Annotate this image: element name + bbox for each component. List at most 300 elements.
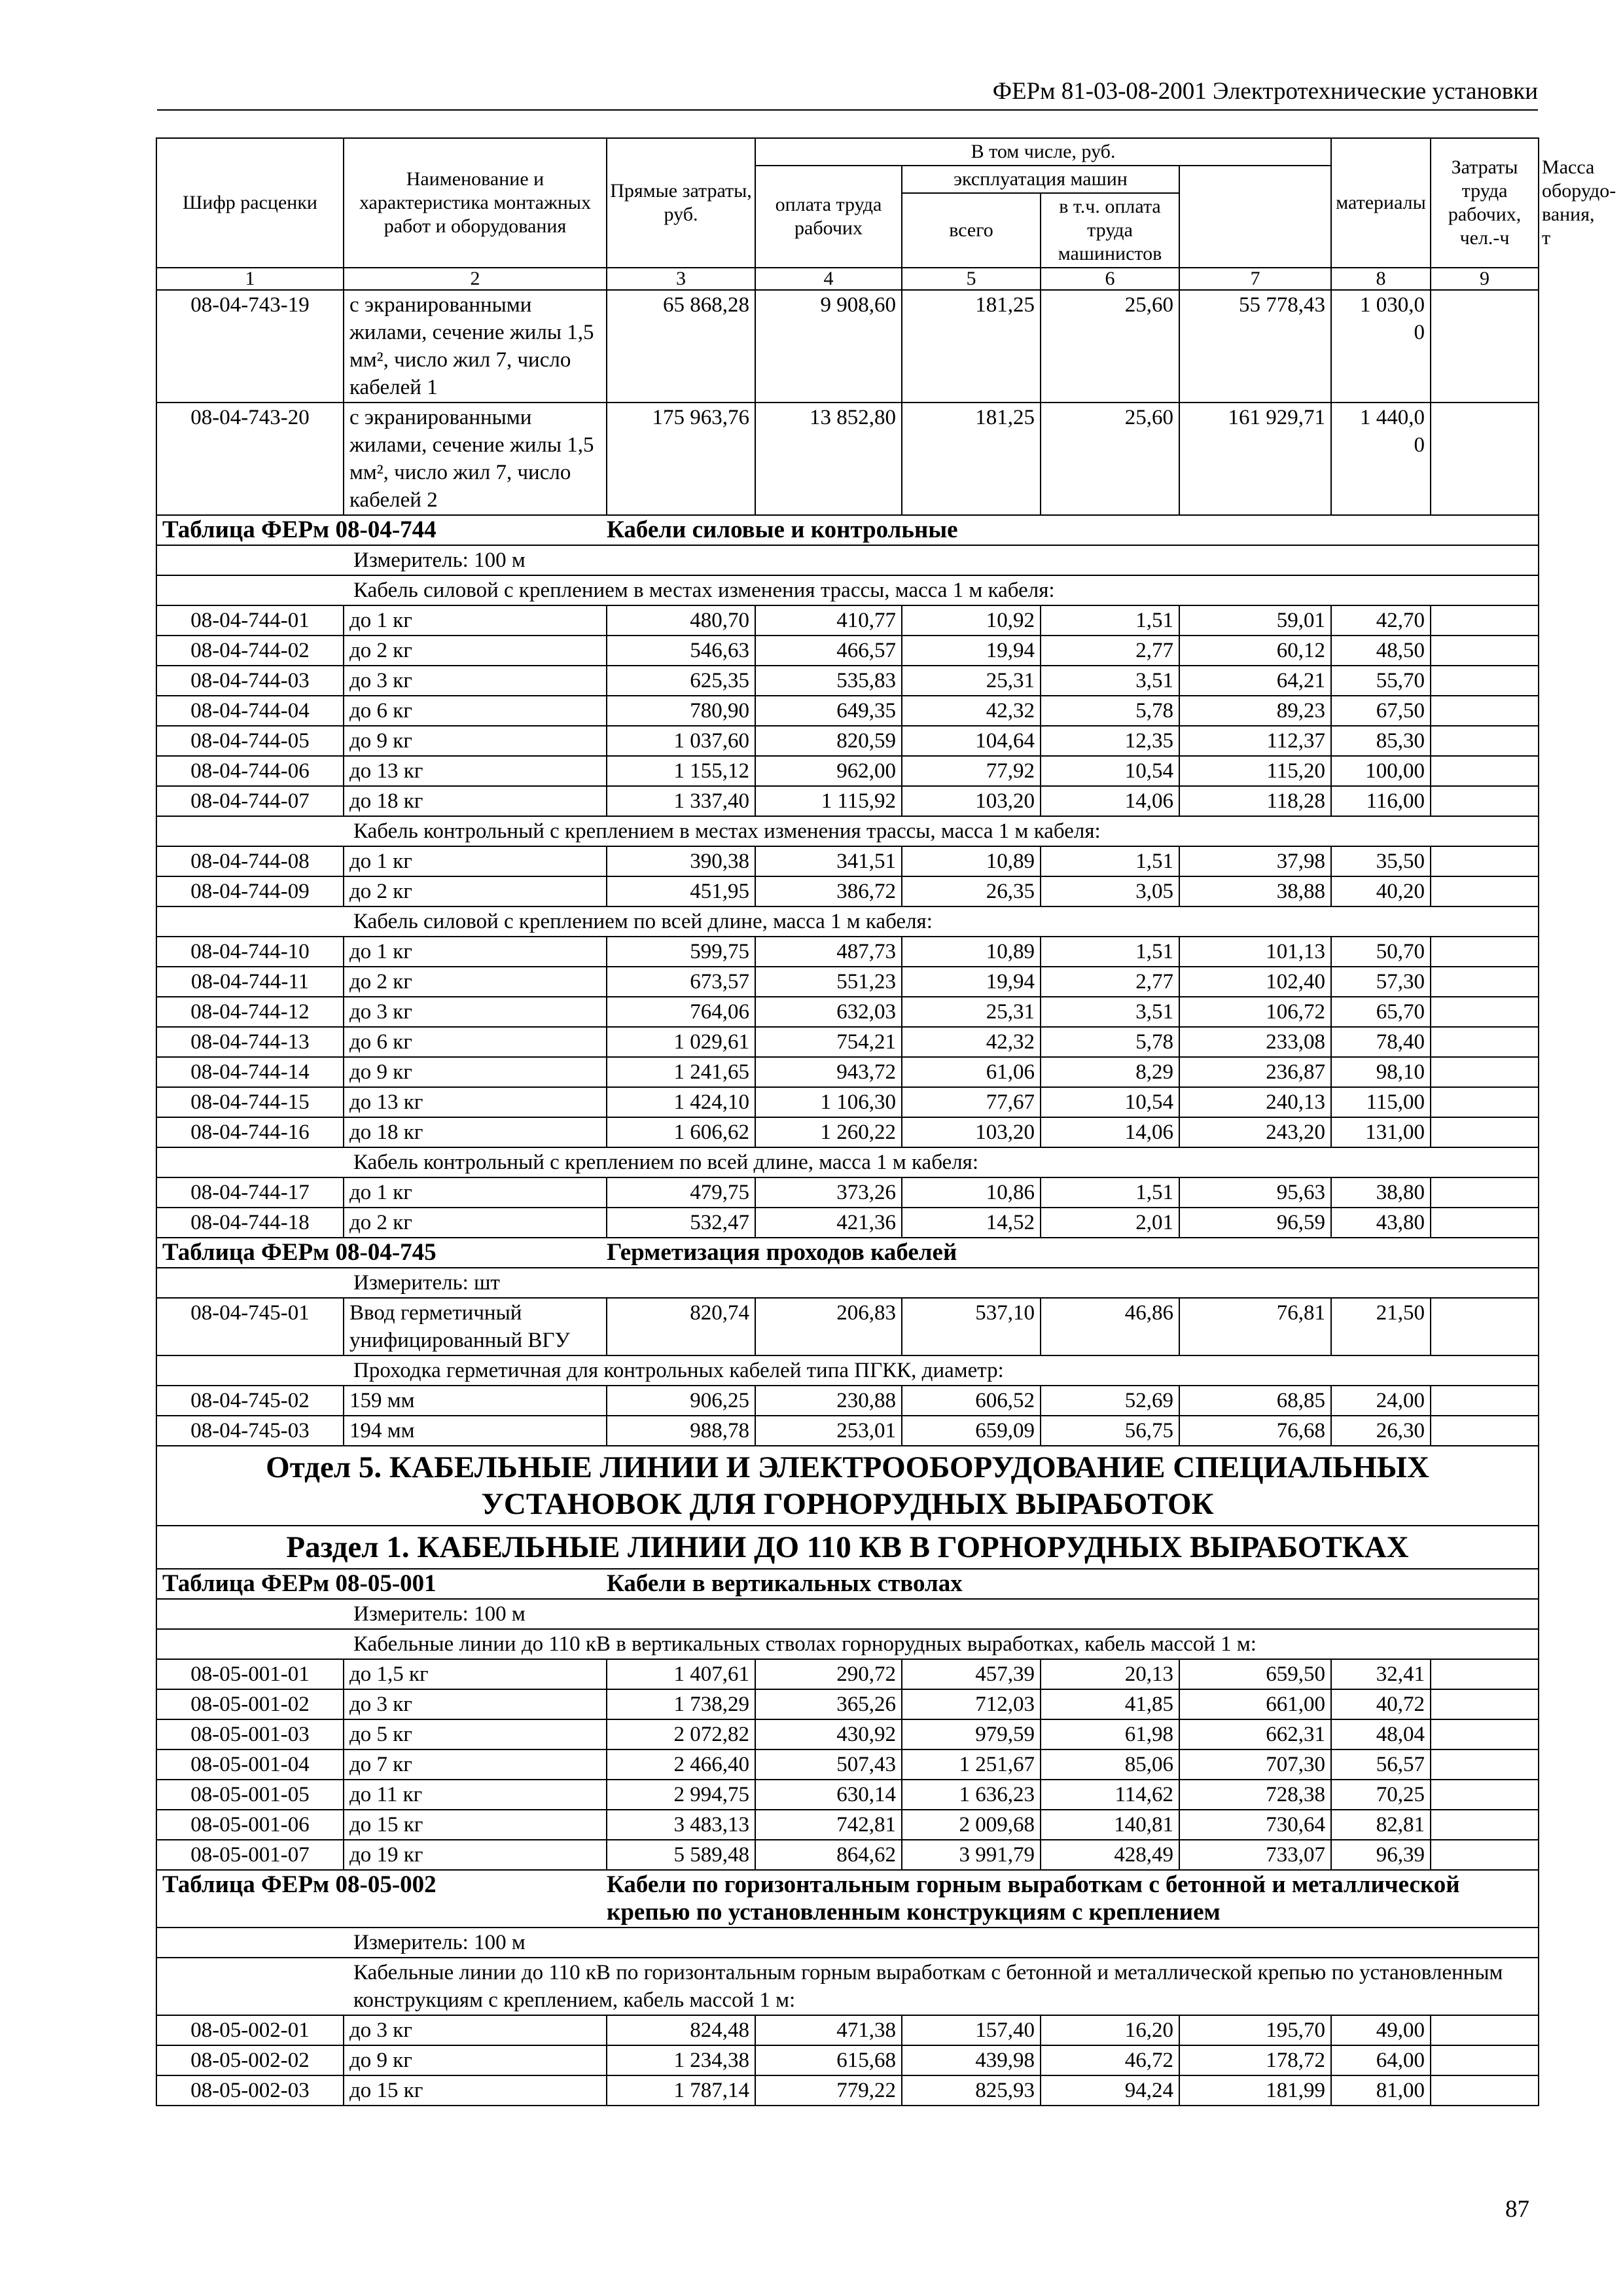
row-value: 230,88 — [755, 1386, 902, 1416]
row-value: 599,75 — [607, 937, 755, 967]
row-value — [1431, 1689, 1539, 1719]
row-code: 08-04-744-06 — [156, 756, 344, 786]
row-value: 428,49 — [1041, 1840, 1179, 1870]
row-value: 1 155,12 — [607, 756, 755, 786]
row-value — [1431, 846, 1539, 876]
row-value: 140,81 — [1041, 1810, 1179, 1840]
table-row — [156, 1749, 1539, 1780]
row-code: 08-04-744-18 — [156, 1208, 344, 1238]
row-code: 08-05-001-02 — [156, 1689, 344, 1719]
row-name: с экранированными жилами, сечение жилы 1,5 мм², число жил 7, число кабелей 1 — [344, 290, 607, 403]
row-value: 104,64 — [902, 726, 1041, 756]
subheading-row — [156, 816, 1539, 846]
row-value: 19,94 — [902, 636, 1041, 666]
row-value: 3 483,13 — [607, 1810, 755, 1840]
row-value: 14,52 — [902, 1208, 1041, 1238]
row-code: 08-04-745-02 — [156, 1386, 344, 1416]
row-value: 57,30 — [1331, 967, 1431, 997]
row-value: 10,89 — [902, 937, 1041, 967]
row-value: 61,06 — [902, 1057, 1041, 1087]
row-value: 1 241,65 — [607, 1057, 755, 1087]
row-value: 48,04 — [1331, 1719, 1431, 1749]
row-value: 1 030,0 0 — [1331, 290, 1431, 403]
row-value — [1431, 1386, 1539, 1416]
table-title-name: Кабели в вертикальных стволах — [607, 1569, 1539, 1599]
row-value: 471,38 — [755, 2015, 902, 2045]
row-value: 101,13 — [1179, 937, 1331, 967]
table-header: Шифр расценки Наименование и характеристика монтажных работ и оборудования Прямые затраты, руб. В том числе, руб. материалы Затраты труда рабочих, чел.-ч Масса оборудо-вания, т оплата труда рабочих эксплуатация машин всего в т.ч. оплата труда машинистов 1 2 3 4 5 6 7 8 9 — [156, 138, 1539, 290]
subheading-row — [156, 1928, 1539, 1958]
row-code: 08-04-744-16 — [156, 1117, 344, 1147]
row-value: 3,51 — [1041, 666, 1179, 696]
row-value: 341,51 — [755, 846, 902, 876]
row-code: 08-05-001-04 — [156, 1749, 344, 1780]
row-value — [1431, 2015, 1539, 2045]
row-value: 1 787,14 — [607, 2075, 755, 2106]
col-number: 6 — [1041, 268, 1179, 290]
row-value: 988,78 — [607, 1416, 755, 1446]
row-value: 12,35 — [1041, 726, 1179, 756]
row-value: 41,85 — [1041, 1689, 1179, 1719]
row-value: 466,57 — [755, 636, 902, 666]
row-value — [1431, 876, 1539, 906]
row-value: 114,62 — [1041, 1780, 1179, 1810]
row-value: 20,13 — [1041, 1659, 1179, 1689]
subheading: Кабель силовой с креплением в местах изменения трассы, масса 1 м кабеля: — [156, 575, 1539, 605]
row-value: 96,59 — [1179, 1208, 1331, 1238]
row-value: 439,98 — [902, 2045, 1041, 2075]
row-value: 728,38 — [1179, 1780, 1331, 1810]
row-code: 08-04-744-12 — [156, 997, 344, 1027]
subheading: Кабельные линии до 110 кВ по горизонтальным горным выработкам с бетонной и металлической крепью по установленным конструкциям с креплением, кабель массой 1 м: — [156, 1958, 1539, 2015]
row-value — [1431, 1659, 1539, 1689]
row-value: 1 037,60 — [607, 726, 755, 756]
row-value: 535,83 — [755, 666, 902, 696]
subheading: Кабель силовой с креплением по всей длине, масса 1 м кабеля: — [156, 906, 1539, 937]
row-value: 659,50 — [1179, 1659, 1331, 1689]
row-value: 551,23 — [755, 967, 902, 997]
row-name: до 3 кг — [344, 666, 607, 696]
subheading-row — [156, 906, 1539, 937]
row-value: 42,32 — [902, 1027, 1041, 1057]
row-value: 52,69 — [1041, 1386, 1179, 1416]
col-wages-header: оплата труда рабочих — [755, 166, 902, 268]
row-value — [1431, 1087, 1539, 1117]
table-row — [156, 1810, 1539, 1840]
row-value: 754,21 — [755, 1027, 902, 1057]
table-row — [156, 403, 1539, 515]
row-name: до 2 кг — [344, 967, 607, 997]
row-value: 81,00 — [1331, 2075, 1431, 2106]
row-value: 1,51 — [1041, 605, 1179, 636]
row-value: 98,10 — [1331, 1057, 1431, 1087]
row-value: 2,77 — [1041, 636, 1179, 666]
row-name: до 3 кг — [344, 2015, 607, 2045]
row-value: 8,29 — [1041, 1057, 1179, 1087]
row-value — [1431, 1780, 1539, 1810]
row-value: 48,50 — [1331, 636, 1431, 666]
row-name: до 2 кг — [344, 1208, 607, 1238]
row-value: 64,00 — [1331, 2045, 1431, 2075]
row-value: 421,36 — [755, 1208, 902, 1238]
row-value: 64,21 — [1179, 666, 1331, 696]
row-value: 240,13 — [1179, 1087, 1331, 1117]
row-code: 08-04-745-03 — [156, 1416, 344, 1446]
row-code: 08-05-002-02 — [156, 2045, 344, 2075]
row-name: до 19 кг — [344, 1840, 607, 1870]
row-code: 08-05-001-05 — [156, 1780, 344, 1810]
table-title-row — [156, 1238, 1539, 1268]
row-code: 08-04-744-17 — [156, 1177, 344, 1208]
table-title-row — [156, 515, 1539, 545]
row-value: 1 337,40 — [607, 786, 755, 816]
row-value — [1431, 2075, 1539, 2106]
row-value: 864,62 — [755, 1840, 902, 1870]
subheading-row — [156, 1355, 1539, 1386]
row-code: 08-04-744-05 — [156, 726, 344, 756]
row-name: до 6 кг — [344, 1027, 607, 1057]
subheading: Измеритель: шт — [156, 1268, 1539, 1298]
row-value: 59,01 — [1179, 605, 1331, 636]
row-value: 764,06 — [607, 997, 755, 1027]
row-value — [1431, 1057, 1539, 1087]
row-value: 40,20 — [1331, 876, 1431, 906]
table-row — [156, 1177, 1539, 1208]
row-code: 08-04-744-14 — [156, 1057, 344, 1087]
col-number: 1 — [156, 268, 344, 290]
row-value: 61,98 — [1041, 1719, 1179, 1749]
section-heading-row — [156, 1526, 1539, 1569]
subheading: Измеритель: 100 м — [156, 1928, 1539, 1958]
table-row — [156, 2045, 1539, 2075]
row-name: до 9 кг — [344, 2045, 607, 2075]
row-value: 115,00 — [1331, 1087, 1431, 1117]
row-value: 50,70 — [1331, 937, 1431, 967]
row-code: 08-04-743-19 — [156, 290, 344, 403]
table-title-row — [156, 1870, 1539, 1928]
row-code: 08-05-001-03 — [156, 1719, 344, 1749]
row-value: 68,85 — [1179, 1386, 1331, 1416]
row-value: 77,67 — [902, 1087, 1041, 1117]
row-value: 26,35 — [902, 876, 1041, 906]
row-value: 606,52 — [902, 1386, 1041, 1416]
row-value: 112,37 — [1179, 726, 1331, 756]
row-value: 546,63 — [607, 636, 755, 666]
row-value: 1 440,0 0 — [1331, 403, 1431, 515]
row-value — [1431, 756, 1539, 786]
row-value: 625,35 — [607, 666, 755, 696]
row-value: 38,88 — [1179, 876, 1331, 906]
row-value: 195,70 — [1179, 2015, 1331, 2045]
row-code: 08-04-744-03 — [156, 666, 344, 696]
col-incl-header: В том числе, руб. — [755, 138, 1331, 166]
row-value: 236,87 — [1179, 1057, 1331, 1087]
row-value: 1 606,62 — [607, 1117, 755, 1147]
row-value: 32,41 — [1331, 1659, 1431, 1689]
row-name: Ввод герметичный унифицированный ВГУ — [344, 1298, 607, 1355]
table-row — [156, 696, 1539, 726]
row-value: 9 908,60 — [755, 290, 902, 403]
row-value: 25,60 — [1041, 403, 1179, 515]
row-value: 60,12 — [1179, 636, 1331, 666]
row-value: 35,50 — [1331, 846, 1431, 876]
row-value: 25,31 — [902, 666, 1041, 696]
row-value: 37,98 — [1179, 846, 1331, 876]
row-value: 76,81 — [1179, 1298, 1331, 1355]
page-header: ФЕРм 81-03-08-2001 Электротехнические установки — [157, 77, 1538, 111]
row-value — [1431, 696, 1539, 726]
row-value: 373,26 — [755, 1177, 902, 1208]
row-value: 161 929,71 — [1179, 403, 1331, 515]
row-value: 178,72 — [1179, 2045, 1331, 2075]
row-value: 390,38 — [607, 846, 755, 876]
row-value: 1 636,23 — [902, 1780, 1041, 1810]
subheading-row — [156, 1599, 1539, 1629]
table-title-name: Герметизация проходов кабелей — [607, 1238, 1539, 1268]
table-title-number: Таблица ФЕРм 08-05-002 — [156, 1870, 607, 1928]
row-value: 1 234,38 — [607, 2045, 755, 2075]
row-value: 243,20 — [1179, 1117, 1331, 1147]
row-value — [1431, 1810, 1539, 1840]
row-value — [1431, 1416, 1539, 1446]
col-code-header: Шифр расценки — [156, 138, 344, 268]
subheading: Кабель контрольный с креплением по всей длине, масса 1 м кабеля: — [156, 1147, 1539, 1177]
table-row — [156, 1057, 1539, 1087]
row-value: 16,20 — [1041, 2015, 1179, 2045]
row-value: 2,77 — [1041, 967, 1179, 997]
row-code: 08-04-745-01 — [156, 1298, 344, 1355]
subheading: Кабель контрольный с креплением в местах изменения трассы, масса 1 м кабеля: — [156, 816, 1539, 846]
table-row — [156, 290, 1539, 403]
table-row — [156, 636, 1539, 666]
table-row — [156, 1087, 1539, 1117]
table-row — [156, 876, 1539, 906]
row-value: 19,94 — [902, 967, 1041, 997]
subheading-row — [156, 575, 1539, 605]
col-mach-total-header: всего — [902, 193, 1041, 268]
row-value: 76,68 — [1179, 1416, 1331, 1446]
row-value: 25,60 — [1041, 290, 1179, 403]
price-table — [156, 137, 1616, 2106]
row-value: 3,51 — [1041, 997, 1179, 1027]
table-row — [156, 2015, 1539, 2045]
col-number: 4 — [755, 268, 902, 290]
row-name: до 13 кг — [344, 756, 607, 786]
row-value — [1431, 290, 1539, 403]
row-value: 2 466,40 — [607, 1749, 755, 1780]
col-number: 8 — [1331, 268, 1431, 290]
table-row — [156, 726, 1539, 756]
col-number: 7 — [1179, 268, 1331, 290]
row-value: 181,25 — [902, 403, 1041, 515]
row-code: 08-05-002-01 — [156, 2015, 344, 2045]
row-name: до 13 кг — [344, 1087, 607, 1117]
row-value: 42,32 — [902, 696, 1041, 726]
row-value: 365,26 — [755, 1689, 902, 1719]
row-value: 661,00 — [1179, 1689, 1331, 1719]
row-value: 537,10 — [902, 1298, 1041, 1355]
row-code: 08-05-001-01 — [156, 1659, 344, 1689]
row-value: 175 963,76 — [607, 403, 755, 515]
row-value: 742,81 — [755, 1810, 902, 1840]
row-value: 95,63 — [1179, 1177, 1331, 1208]
row-value: 1 115,92 — [755, 786, 902, 816]
subheading: Измеритель: 100 м — [156, 1599, 1539, 1629]
section-heading: Отдел 5. КАБЕЛЬНЫЕ ЛИНИИ И ЭЛЕКТРООБОРУДОВАНИЕ СПЕЦИАЛЬНЫХ УСТАНОВОК ДЛЯ ГОРНОРУДНЫХ ВЫРАБОТОК — [156, 1446, 1539, 1526]
row-value: 116,00 — [1331, 786, 1431, 816]
col-name-header: Наименование и характеристика монтажных работ и оборудования — [344, 138, 607, 268]
table-row — [156, 1719, 1539, 1749]
row-value: 5,78 — [1041, 1027, 1179, 1057]
subheading: Измеритель: 100 м — [156, 545, 1539, 575]
row-name: до 6 кг — [344, 696, 607, 726]
row-value: 13 852,80 — [755, 403, 902, 515]
row-value: 290,72 — [755, 1659, 902, 1689]
row-value: 131,00 — [1331, 1117, 1431, 1147]
row-value: 38,80 — [1331, 1177, 1431, 1208]
row-value: 1 407,61 — [607, 1659, 755, 1689]
row-code: 08-04-744-10 — [156, 937, 344, 967]
row-value: 2,01 — [1041, 1208, 1179, 1238]
table-row — [156, 1298, 1539, 1355]
row-value: 82,81 — [1331, 1810, 1431, 1840]
row-value: 1,51 — [1041, 1177, 1179, 1208]
row-value: 115,20 — [1179, 756, 1331, 786]
row-value: 673,57 — [607, 967, 755, 997]
row-value: 1 260,22 — [755, 1117, 902, 1147]
row-value: 820,59 — [755, 726, 902, 756]
table-title-number: Таблица ФЕРм 08-04-745 — [156, 1238, 607, 1268]
row-value: 118,28 — [1179, 786, 1331, 816]
row-value: 103,20 — [902, 786, 1041, 816]
row-name: до 18 кг — [344, 1117, 607, 1147]
row-value: 103,20 — [902, 1117, 1041, 1147]
row-value: 106,72 — [1179, 997, 1331, 1027]
subheading: Кабельные линии до 110 кВ в вертикальных стволах горнорудных выработках, кабель массой 1 м: — [156, 1629, 1539, 1659]
row-code: 08-05-001-07 — [156, 1840, 344, 1870]
row-name: до 15 кг — [344, 2075, 607, 2106]
row-value: 46,72 — [1041, 2045, 1179, 2075]
table-row — [156, 1208, 1539, 1238]
row-value: 2 009,68 — [902, 1810, 1041, 1840]
row-value: 85,06 — [1041, 1749, 1179, 1780]
row-value: 65,70 — [1331, 997, 1431, 1027]
row-code: 08-04-744-15 — [156, 1087, 344, 1117]
row-value — [1431, 1749, 1539, 1780]
table-row — [156, 605, 1539, 636]
row-value: 1 424,10 — [607, 1087, 755, 1117]
row-name: 194 мм — [344, 1416, 607, 1446]
row-value: 65 868,28 — [607, 290, 755, 403]
row-value: 532,47 — [607, 1208, 755, 1238]
subheading-row — [156, 1958, 1539, 2015]
page-number: 87 — [1505, 2196, 1529, 2223]
col-labor-header: Затраты труда рабочих, чел.-ч — [1431, 138, 1539, 268]
row-value: 157,40 — [902, 2015, 1041, 2045]
row-value: 21,50 — [1331, 1298, 1431, 1355]
row-code: 08-04-744-04 — [156, 696, 344, 726]
row-name: до 3 кг — [344, 997, 607, 1027]
row-value — [1431, 1298, 1539, 1355]
table-row — [156, 2075, 1539, 2106]
row-value: 5,78 — [1041, 696, 1179, 726]
subheading-row — [156, 545, 1539, 575]
row-name: до 1 кг — [344, 605, 607, 636]
row-value — [1431, 1117, 1539, 1147]
row-value: 649,35 — [755, 696, 902, 726]
table-title-name: Кабели силовые и контрольные — [607, 515, 1539, 545]
row-value: 253,01 — [755, 1416, 902, 1446]
row-code: 08-04-744-08 — [156, 846, 344, 876]
row-name: до 2 кг — [344, 876, 607, 906]
row-value: 96,39 — [1331, 1840, 1431, 1870]
row-value: 94,24 — [1041, 2075, 1179, 2106]
subheading-row — [156, 1629, 1539, 1659]
row-value: 1 029,61 — [607, 1027, 755, 1057]
row-value: 2 072,82 — [607, 1719, 755, 1749]
row-value: 10,54 — [1041, 1087, 1179, 1117]
row-value: 1 106,30 — [755, 1087, 902, 1117]
table-row — [156, 937, 1539, 967]
table-row — [156, 1027, 1539, 1057]
section-heading: Раздел 1. КАБЕЛЬНЫЕ ЛИНИИ ДО 110 КВ В ГОРНОРУДНЫХ ВЫРАБОТКАХ — [156, 1526, 1539, 1569]
table-title-name: Кабели по горизонтальным горным выработкам с бетонной и металлической крепью по установленным конструкциям с креплением — [607, 1870, 1539, 1928]
row-name: до 1 кг — [344, 846, 607, 876]
row-value: 181,25 — [902, 290, 1041, 403]
row-value: 14,06 — [1041, 1117, 1179, 1147]
table-row — [156, 846, 1539, 876]
row-code: 08-05-001-06 — [156, 1810, 344, 1840]
row-name: до 1,5 кг — [344, 1659, 607, 1689]
row-value: 181,99 — [1179, 2075, 1331, 2106]
row-name: до 3 кг — [344, 1689, 607, 1719]
row-value: 10,92 — [902, 605, 1041, 636]
row-value — [1431, 1719, 1539, 1749]
row-value: 824,48 — [607, 2015, 755, 2045]
col-machines-header: эксплуатация машин — [902, 166, 1179, 193]
row-value: 733,07 — [1179, 1840, 1331, 1870]
row-name: с экранированными жилами, сечение жилы 1,5 мм², число жил 7, число кабелей 2 — [344, 403, 607, 515]
row-value: 662,31 — [1179, 1719, 1331, 1749]
col-number: 2 — [344, 268, 607, 290]
row-value: 1 251,67 — [902, 1749, 1041, 1780]
row-code: 08-04-744-13 — [156, 1027, 344, 1057]
row-value: 779,22 — [755, 2075, 902, 2106]
row-value: 10,89 — [902, 846, 1041, 876]
row-value: 430,92 — [755, 1719, 902, 1749]
col-mach-wages-header: в т.ч. оплата труда машинистов — [1041, 193, 1179, 268]
row-value: 943,72 — [755, 1057, 902, 1087]
table-row — [156, 1386, 1539, 1416]
row-value: 707,30 — [1179, 1749, 1331, 1780]
row-value: 46,86 — [1041, 1298, 1179, 1355]
row-value: 386,72 — [755, 876, 902, 906]
row-value: 730,64 — [1179, 1810, 1331, 1840]
row-value — [1431, 997, 1539, 1027]
row-code: 08-04-744-01 — [156, 605, 344, 636]
row-code: 08-04-744-07 — [156, 786, 344, 816]
table-row — [156, 786, 1539, 816]
row-value: 659,09 — [902, 1416, 1041, 1446]
table-title-number: Таблица ФЕРм 08-04-744 — [156, 515, 607, 545]
col-materials-header: материалы — [1331, 138, 1431, 268]
row-value — [1431, 967, 1539, 997]
row-value: 820,74 — [607, 1298, 755, 1355]
row-value: 3 991,79 — [902, 1840, 1041, 1870]
table-title-row — [156, 1569, 1539, 1599]
row-code: 08-04-744-02 — [156, 636, 344, 666]
row-value: 780,90 — [607, 696, 755, 726]
